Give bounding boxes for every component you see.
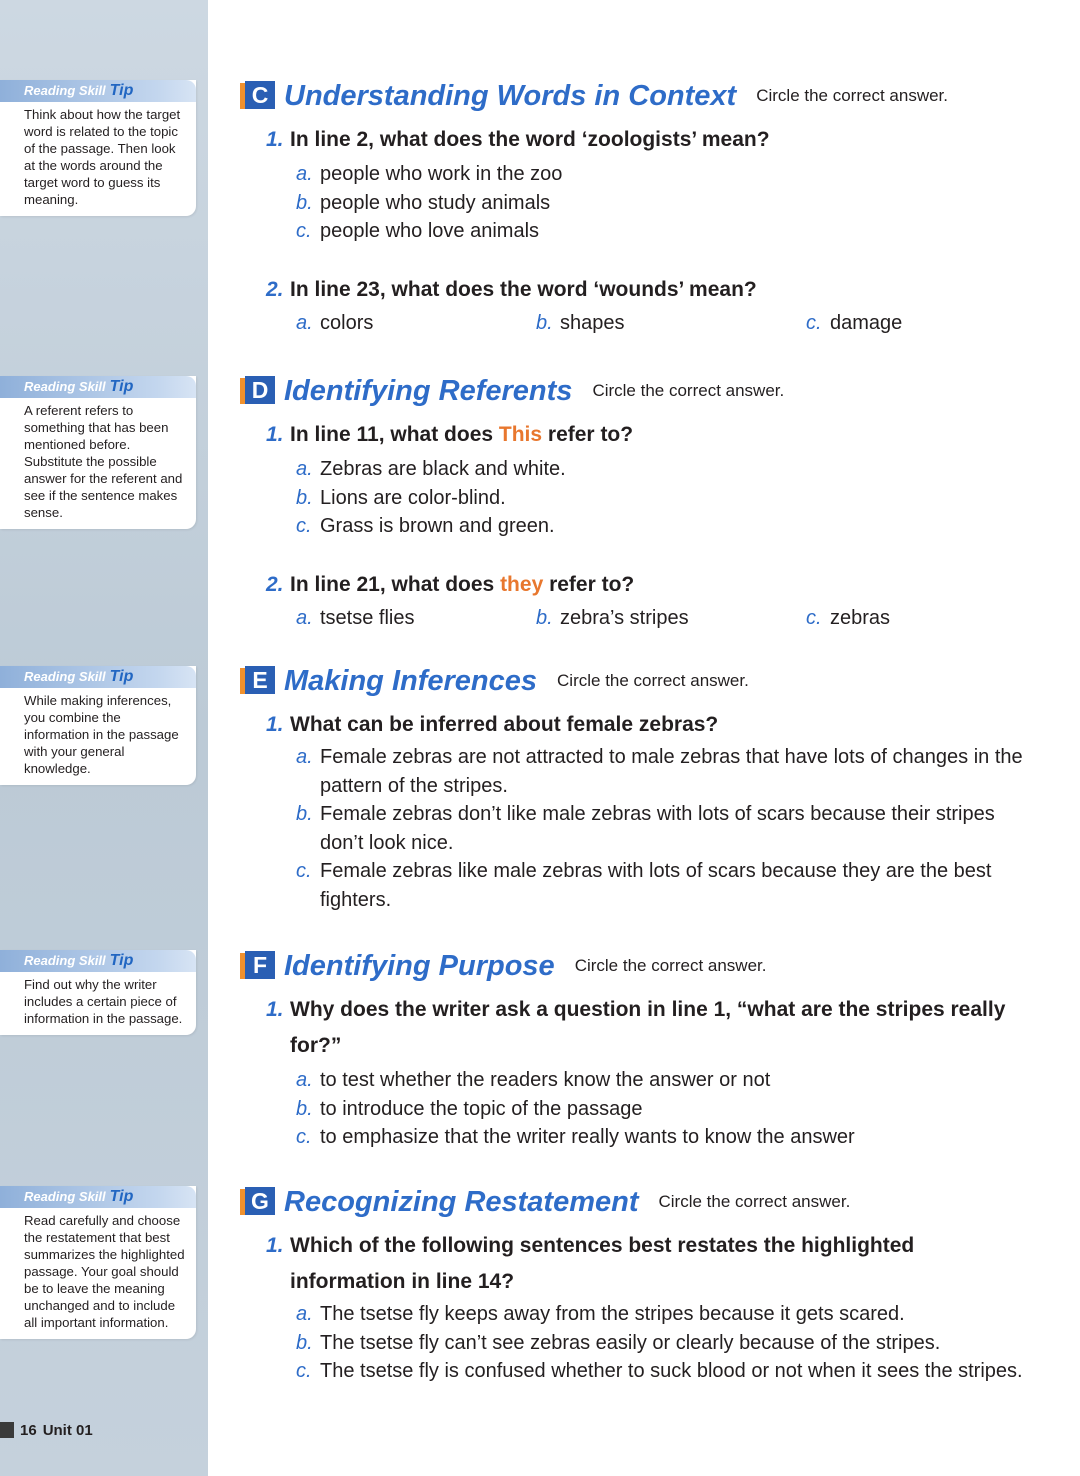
tip-body: Find out why the writer includes a certain piece of information in the passage. bbox=[24, 977, 183, 1026]
question-text: In line 11, what does This refer to? bbox=[290, 423, 634, 446]
tip-label: Reading Skill bbox=[24, 1189, 106, 1204]
tip-word: Tip bbox=[109, 378, 134, 395]
question-text: In line 2, what does the word ‘zoologists’ mean? bbox=[290, 128, 770, 151]
sidebar bbox=[0, 0, 208, 1476]
tip-word: Tip bbox=[109, 82, 134, 99]
page-number: 16 bbox=[20, 1421, 37, 1439]
question-number: 1. bbox=[266, 423, 284, 446]
section-title: Understanding Words in Context bbox=[284, 79, 737, 112]
answer-option[interactable]: a. Female zebras are not attracted to male zebras that have lots of changes in the pattern of the stripes. bbox=[296, 746, 1023, 797]
tip-body: Think about how the target word is related to the topic of the passage. Then look at the words around the target word to guess its meaning. bbox=[24, 107, 181, 207]
answer-option[interactable]: b. Female zebras don’t like male zebras with lots of scars because their stripes don’t look nice. bbox=[296, 803, 995, 854]
tip-word: Tip bbox=[109, 1188, 134, 1205]
page-footer bbox=[0, 1418, 93, 1442]
answer-option[interactable]: c. Female zebras like male zebras with lots of scars because they are the best fighters. bbox=[296, 860, 992, 911]
answer-option[interactable]: a. people who work in the zoo bbox=[296, 163, 563, 185]
tip-body: Read carefully and choose the restatement that best summarizes the highlighted passage. Your goal should be to leave the meaning unchanged and to include all important information. bbox=[24, 1213, 185, 1330]
tip-word: Tip bbox=[109, 952, 134, 969]
unit-label: Unit 01 bbox=[42, 1421, 93, 1439]
section-title: Recognizing Restatement bbox=[284, 1185, 639, 1218]
section-header bbox=[236, 78, 1026, 114]
section-c bbox=[236, 78, 1026, 338]
question-text: In line 21, what does they refer to? bbox=[290, 572, 635, 596]
answer-option[interactable]: c. to emphasize that the writer really wants to know the answer bbox=[296, 1126, 855, 1148]
section-header bbox=[236, 1184, 1026, 1220]
section-f bbox=[236, 948, 1026, 1152]
answer-option[interactable]: b. zebra’s stripes bbox=[536, 606, 689, 629]
question bbox=[266, 272, 1026, 338]
answer-option[interactable]: b. to introduce the topic of the passage bbox=[296, 1097, 643, 1120]
section-header bbox=[236, 663, 1026, 699]
section-instruction: Circle the correct answer. bbox=[658, 1192, 851, 1211]
answer-option[interactable]: a. to test whether the readers know the answer or not bbox=[296, 1069, 771, 1091]
answer-option[interactable]: c. people who love animals bbox=[296, 220, 540, 242]
answer-option[interactable]: b. shapes bbox=[536, 311, 625, 334]
question-text: What can be inferred about female zebras? bbox=[290, 713, 719, 736]
tip-label: Reading Skill bbox=[24, 83, 106, 98]
question-text: In line 23, what does the word ‘wounds’ mean? bbox=[290, 277, 757, 301]
section-badge: C bbox=[236, 81, 276, 111]
section-instruction: Circle the correct answer. bbox=[574, 956, 767, 975]
section-badge: G bbox=[236, 1187, 276, 1217]
section-instruction: Circle the correct answer. bbox=[557, 671, 749, 690]
question-number: 2. bbox=[266, 277, 284, 301]
answer-option[interactable]: c. Grass is brown and green. bbox=[296, 515, 555, 537]
answer-option[interactable]: c. damage bbox=[806, 311, 903, 334]
answer-option[interactable]: a. Zebras are black and white. bbox=[296, 458, 566, 480]
question-text: Why does the writer ask a question in line 1, “what are the stripes really for?” bbox=[290, 998, 1006, 1057]
answer-option[interactable]: c. zebras bbox=[806, 606, 891, 629]
section-badge: D bbox=[236, 376, 276, 406]
section-e bbox=[236, 663, 1026, 914]
question bbox=[266, 417, 1026, 541]
reading-skill-tip bbox=[0, 666, 196, 785]
section-badge: E bbox=[236, 666, 276, 696]
highlighted-word: This bbox=[498, 423, 543, 446]
footer-bar bbox=[0, 1422, 14, 1438]
answer-option[interactable]: a. colors bbox=[296, 311, 374, 334]
section-instruction: Circle the correct answer. bbox=[592, 381, 785, 400]
tip-word: Tip bbox=[109, 668, 134, 685]
tip-body: While making inferences, you combine the information in the passage with your general knowledge. bbox=[24, 693, 179, 776]
section-instruction: Circle the correct answer. bbox=[756, 86, 948, 105]
question-number: 1. bbox=[266, 713, 284, 736]
section-title: Making Inferences bbox=[284, 664, 538, 697]
answer-option[interactable]: b. people who study animals bbox=[296, 191, 551, 214]
answer-option[interactable]: a. tsetse flies bbox=[296, 606, 415, 629]
section-g bbox=[236, 1184, 1026, 1386]
question-number: 1. bbox=[266, 998, 284, 1021]
question-number: 2. bbox=[266, 572, 284, 596]
section-header bbox=[236, 948, 1026, 984]
tip-label: Reading Skill bbox=[24, 953, 106, 968]
tip-body: A referent refers to something that has been mentioned before. Substitute the possible answer for the referent and see if the sentence makes sense. bbox=[24, 403, 183, 520]
section-title: Identifying Referents bbox=[284, 374, 573, 407]
section-badge: F bbox=[236, 951, 276, 981]
question bbox=[266, 567, 1026, 633]
section-title: Identifying Purpose bbox=[284, 949, 555, 982]
question bbox=[266, 122, 1026, 246]
answer-option[interactable]: c. The tsetse fly is confused whether to suck blood or not when it sees the stripes. bbox=[296, 1360, 1023, 1382]
reading-skill-tip bbox=[0, 950, 196, 1035]
answer-option[interactable]: b. The tsetse fly can’t see zebras easily or clearly because of the stripes. bbox=[296, 1331, 941, 1354]
question bbox=[266, 707, 1026, 914]
reading-skill-tip bbox=[0, 1186, 196, 1339]
reading-skill-tip bbox=[0, 80, 196, 216]
tip-label: Reading Skill bbox=[24, 669, 106, 684]
section-header bbox=[236, 373, 1026, 409]
question-number: 1. bbox=[266, 128, 284, 151]
reading-skill-tip bbox=[0, 376, 196, 529]
tip-label: Reading Skill bbox=[24, 379, 106, 394]
question-text: Which of the following sentences best restates the highlighted information in line 14? bbox=[290, 1234, 915, 1293]
question bbox=[266, 992, 1026, 1152]
section-d bbox=[236, 373, 1026, 633]
highlighted-word: they bbox=[500, 572, 544, 596]
question bbox=[266, 1228, 1026, 1386]
question-number: 1. bbox=[266, 1234, 284, 1257]
answer-option[interactable]: a. The tsetse fly keeps away from the stripes because it gets scared. bbox=[296, 1303, 905, 1325]
answer-option[interactable]: b. Lions are color-blind. bbox=[296, 486, 506, 509]
